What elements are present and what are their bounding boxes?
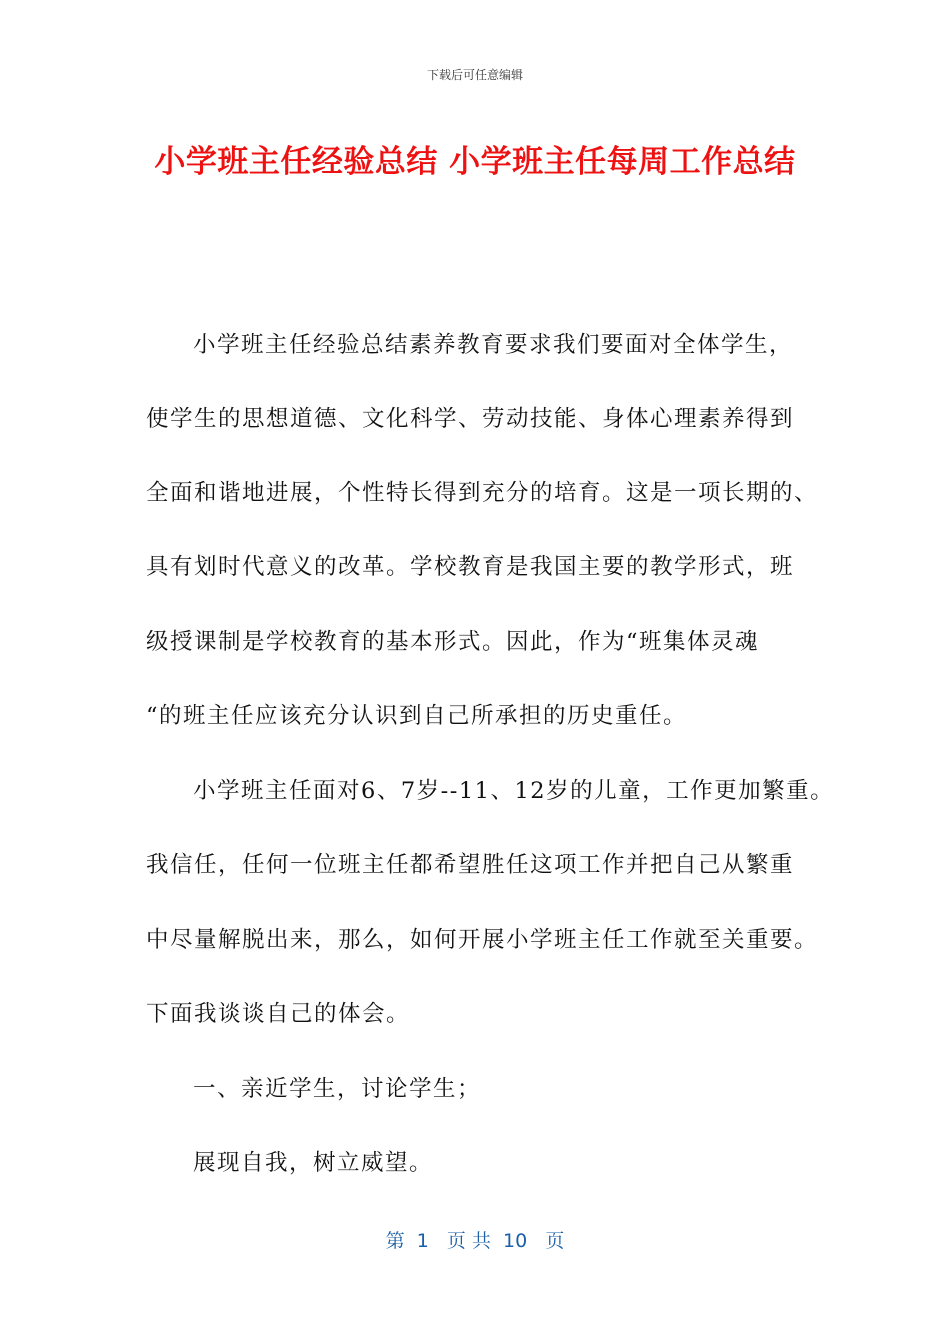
header-note: 下载后可任意编辑 (426, 68, 523, 82)
body-line: 具有划时代意义的改革。学校教育是我国主要的教学形式，班 (146, 554, 795, 580)
body-line: 一、亲近学生，讨论学生； (193, 1076, 482, 1102)
body-line: 全面和谐地进展，个性特长得到充分的培育。这是一项长期的、 (146, 480, 819, 506)
document-title: 小学班主任经验总结 小学班主任每周工作总结 (154, 144, 796, 180)
body-line: 级授课制是学校教育的基本形式。因此，作为“班集体灵魂 (146, 629, 760, 655)
body-line: 使学生的思想道德、文化科学、劳动技能、身体心理素养得到 (146, 406, 795, 432)
body-line: 展现自我，树立威望。 (193, 1150, 434, 1176)
body-line: 小学班主任经验总结素养教育要求我们要面对全体学生， (193, 332, 794, 358)
body-line: 小学班主任面对6、7岁--11、12岁的儿童，工作更加繁重。 (193, 778, 835, 804)
body-line: 中尽量解脱出来，那么，如何开展小学班主任工作就至关重要。 (146, 927, 819, 953)
body-line: 我信任，任何一位班主任都希望胜任这项工作并把自己从繁重 (146, 852, 795, 878)
body-line: “的班主任应该充分认识到自己所承担的历史重任。 (146, 703, 688, 729)
page-number-footer: 第 1 页 共 10 页 (385, 1230, 565, 1252)
body-line: 下面我谈谈自己的体会。 (146, 1001, 411, 1027)
